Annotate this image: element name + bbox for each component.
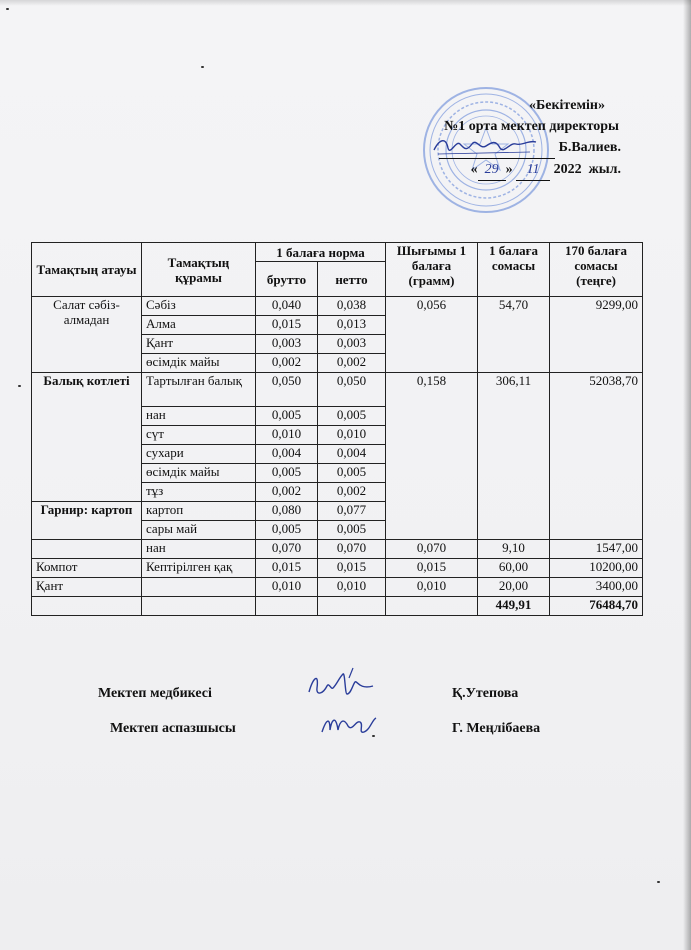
table-row [32, 297, 643, 316]
cook-role: Мектеп аспазшысы [110, 721, 236, 736]
header-netto: нетто [318, 262, 386, 297]
approval-date-line [439, 159, 621, 181]
header-norm: 1 балаға норма [256, 243, 386, 262]
approval-title: «Бекітемін» [528, 98, 605, 113]
brutto-cell: 0,070 [256, 540, 318, 559]
brutto-cell: 0,015 [256, 316, 318, 335]
approval-month: 11 [516, 159, 550, 181]
scan-speck [6, 8, 9, 10]
nurse-name: Қ.Утепова [452, 686, 519, 701]
netto-cell: 0,005 [318, 407, 386, 426]
price-one-cell: 306,11 [478, 373, 550, 540]
brutto-cell: 0,002 [256, 483, 318, 502]
ingredient-cell: өсімдік майы [142, 354, 256, 373]
netto-cell: 0,050 [318, 373, 386, 407]
brutto-cell: 0,005 [256, 521, 318, 540]
brutto-cell: 0,005 [256, 407, 318, 426]
yield-cell: 0,010 [386, 578, 478, 597]
ingredient-cell: Сәбіз [142, 297, 256, 316]
netto-cell: 0,005 [318, 464, 386, 483]
brutto-cell: 0,010 [256, 426, 318, 445]
table-row [32, 540, 643, 559]
brutto-cell: 0,003 [256, 335, 318, 354]
ingredient-cell: өсімдік майы [142, 464, 256, 483]
netto-cell: 0,070 [318, 540, 386, 559]
dish-name-bread [32, 540, 142, 559]
yield-cell: 0,015 [386, 559, 478, 578]
ingredient-cell: Тартылған балық [142, 373, 256, 407]
netto-cell: 0,003 [318, 335, 386, 354]
ingredient-cell: картоп [142, 502, 256, 521]
price-one-cell: 54,70 [478, 297, 550, 373]
netto-cell: 0,077 [318, 502, 386, 521]
ingredient-cell: Алма [142, 316, 256, 335]
date-close-quote: » [505, 162, 513, 177]
brutto-cell: 0,002 [256, 354, 318, 373]
date-open-quote: « [470, 162, 478, 177]
price-one-cell: 20,00 [478, 578, 550, 597]
brutto-cell: 0,015 [256, 559, 318, 578]
empty-cell [256, 597, 318, 616]
approval-block [439, 95, 621, 181]
total-price-170: 76484,70 [550, 597, 643, 616]
total-price-one: 449,91 [478, 597, 550, 616]
scan-speck [201, 66, 204, 68]
price-one-cell: 9,10 [478, 540, 550, 559]
approval-year: 2022 [553, 162, 582, 177]
price-one-cell: 60,00 [478, 559, 550, 578]
director-name: Б.Валиев. [558, 140, 621, 155]
dish-name-compote: Компот [32, 559, 142, 578]
table-row [32, 578, 643, 597]
netto-cell: 0,005 [318, 521, 386, 540]
brutto-cell: 0,050 [256, 373, 318, 407]
approval-signature-line [439, 137, 621, 159]
ingredient-cell: Қант [142, 335, 256, 354]
header-yield: Шығымы 1 балаға (грамм) [386, 243, 478, 297]
empty-cell [318, 597, 386, 616]
yield-cell: 0,070 [386, 540, 478, 559]
empty-cell [386, 597, 478, 616]
table-row [32, 373, 643, 407]
scan-shadow-top [0, 0, 691, 6]
nurse-signature [303, 664, 383, 704]
netto-cell: 0,002 [318, 354, 386, 373]
price-170-cell: 1547,00 [550, 540, 643, 559]
price-170-cell: 10200,00 [550, 559, 643, 578]
ingredient-cell: Кептірілген қақ [142, 559, 256, 578]
netto-cell: 0,015 [318, 559, 386, 578]
empty-cell [32, 597, 142, 616]
header-price-170: 170 балаға сомасы (теңге) [550, 243, 643, 297]
netto-cell: 0,010 [318, 426, 386, 445]
menu-table [31, 242, 643, 616]
header-composition: Тамақтың құрамы [142, 243, 256, 297]
dish-name-sugar: Қант [32, 578, 142, 597]
price-170-cell: 3400,00 [550, 578, 643, 597]
empty-cell [142, 597, 256, 616]
dish-name-garnish: Гарнир: картоп [32, 502, 142, 540]
approval-position: №1 орта мектеп директоры [444, 119, 619, 134]
netto-cell: 0,038 [318, 297, 386, 316]
cook-name: Г. Меңлібаева [452, 721, 541, 736]
netto-cell: 0,010 [318, 578, 386, 597]
header-brutto: брутто [256, 262, 318, 297]
brutto-cell: 0,005 [256, 464, 318, 483]
scan-shadow-right [683, 0, 691, 950]
scan-speck [18, 385, 21, 387]
netto-cell: 0,013 [318, 316, 386, 335]
approval-year-suffix: жыл. [588, 162, 621, 177]
dish-name-cutlet: Балық котлеті [32, 373, 142, 502]
ingredient-cell [142, 578, 256, 597]
approval-day: 29 [478, 159, 506, 181]
brutto-cell: 0,004 [256, 445, 318, 464]
ingredient-cell: тұз [142, 483, 256, 502]
netto-cell: 0,002 [318, 483, 386, 502]
brutto-cell: 0,010 [256, 578, 318, 597]
ingredient-cell: сүт [142, 426, 256, 445]
scan-speck [372, 735, 375, 737]
scan-speck [657, 881, 660, 883]
ingredient-cell: нан [142, 407, 256, 426]
table-header-row [32, 243, 643, 262]
ingredient-cell: сухари [142, 445, 256, 464]
brutto-cell: 0,040 [256, 297, 318, 316]
total-row [32, 597, 643, 616]
brutto-cell: 0,080 [256, 502, 318, 521]
table-row [32, 559, 643, 578]
header-name: Тамақтың атауы [32, 243, 142, 297]
header-price-one: 1 балаға сомасы [478, 243, 550, 297]
price-170-cell: 9299,00 [550, 297, 643, 373]
netto-cell: 0,004 [318, 445, 386, 464]
ingredient-cell: нан [142, 540, 256, 559]
yield-cell: 0,158 [386, 373, 478, 540]
cook-signature [318, 706, 388, 738]
ingredient-cell: сары май [142, 521, 256, 540]
price-170-cell: 52038,70 [550, 373, 643, 540]
yield-cell: 0,056 [386, 297, 478, 373]
dish-name-salad: Салат сәбіз-алмадан [32, 297, 142, 373]
nurse-role: Мектеп медбикесі [98, 686, 212, 701]
